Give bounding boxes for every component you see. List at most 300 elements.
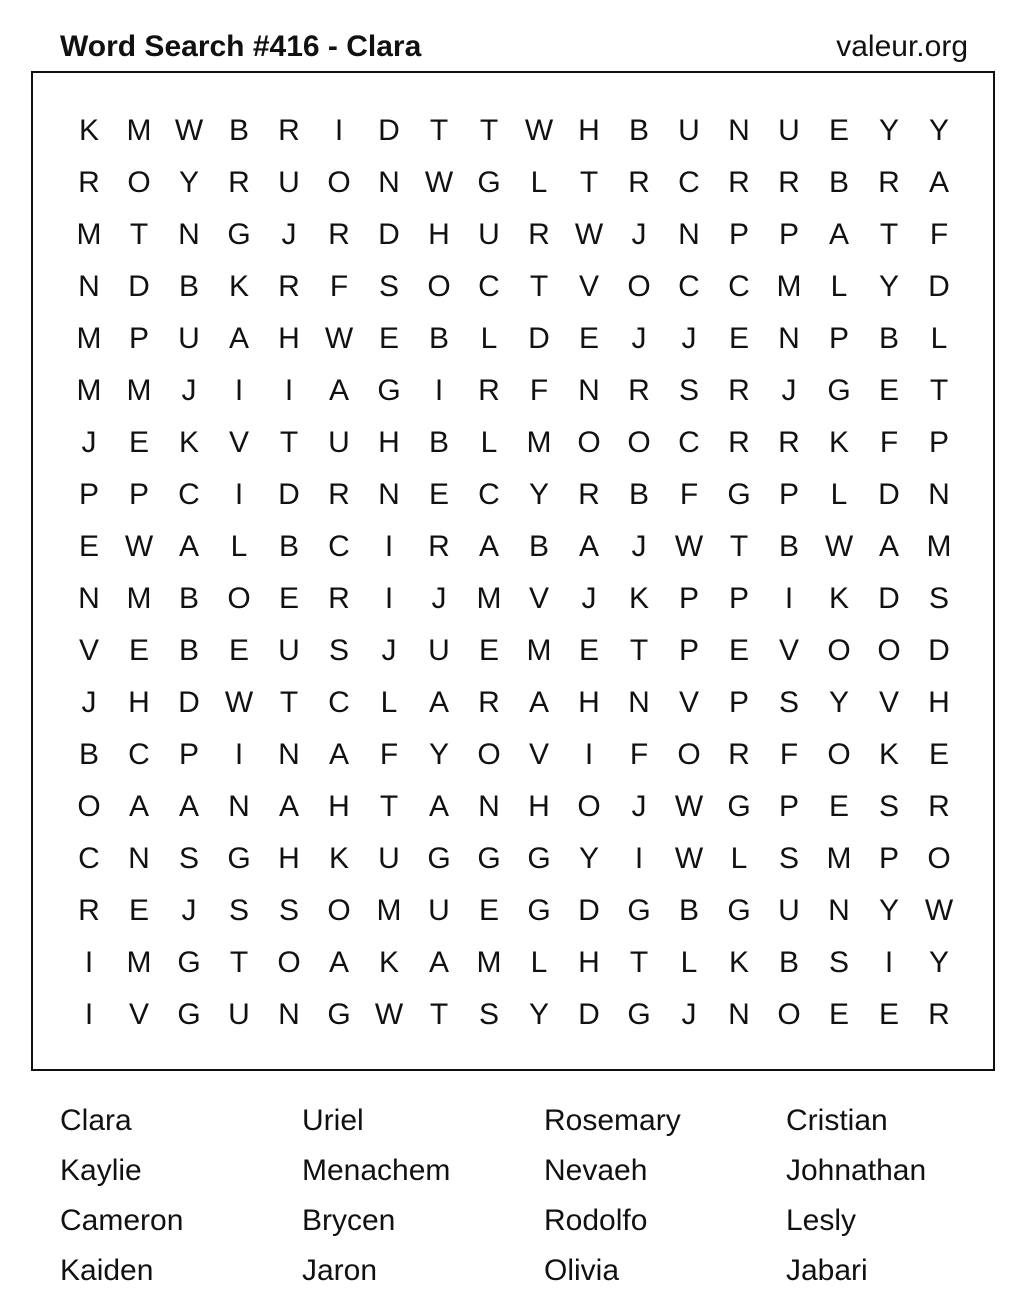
word-list-item: Cameron [60,1204,184,1237]
grid-cell: C [128,738,150,771]
grid-cell: O [327,166,351,199]
grid-cell: T [629,634,649,667]
grid-cell: T [229,946,249,979]
word-list-item: Lesly [786,1204,857,1237]
grid-cell: W [574,218,604,251]
grid-cell: G [477,166,501,199]
word-list-item: Nevaeh [544,1154,648,1187]
grid-cell: D [128,270,150,303]
grid-cell: S [778,842,799,875]
grid-cell: C [678,426,700,459]
grid-cell: F [529,374,549,407]
grid-cell: N [278,738,300,771]
grid-cell: R [278,270,300,303]
grid-cell: L [530,946,548,979]
grid-cell: E [928,738,949,771]
grid-cell: I [784,582,794,615]
grid-cell: T [729,530,749,563]
grid-cell: U [778,114,800,147]
grid-cell: W [124,530,154,563]
grid-cell: I [634,842,644,875]
grid-cell: M [476,946,502,979]
grid-cell: O [577,790,601,823]
grid-cell: Y [578,842,599,875]
grid-cell: I [434,374,444,407]
grid-cell: U [678,114,700,147]
grid-cell: W [324,322,354,355]
grid-cell: S [278,894,299,927]
grid-cell: Y [878,114,899,147]
grid-cell: F [379,738,399,771]
word-list-item: Clara [60,1104,132,1137]
grid-cell: O [927,842,951,875]
grid-cell: S [328,634,349,667]
grid-cell: H [578,946,600,979]
grid-cell: U [778,894,800,927]
grid-cell: W [674,842,704,875]
grid-cell: E [828,998,849,1031]
grid-cell: P [728,582,749,615]
grid-cell: A [178,790,199,823]
grid-cell: U [478,218,500,251]
grid-cell: A [878,530,899,563]
grid-cell: J [681,322,697,355]
word-list-item: Rosemary [544,1104,681,1137]
grid-cell: T [279,426,299,459]
grid-cell: R [478,374,500,407]
grid-cell: N [678,218,700,251]
grid-cell: N [728,998,750,1031]
grid-cell: O [877,634,901,667]
grid-cell: O [677,738,701,771]
grid-cell: R [78,894,100,927]
grid-cell: B [678,894,699,927]
grid-cell: Y [178,166,199,199]
grid-cell: O [627,426,651,459]
grid-cell: F [929,218,949,251]
grid-cell: D [878,582,900,615]
grid-cell: Y [428,738,449,771]
grid-cell: U [378,842,400,875]
grid-cell: E [878,998,899,1031]
grid-cell: R [878,166,900,199]
grid-cell: K [178,426,199,459]
grid-cell: M [926,530,952,563]
grid-cell: L [930,322,948,355]
grid-cell: B [828,166,849,199]
grid-cell: F [879,426,899,459]
grid-cell: C [678,166,700,199]
grid-cell: D [378,218,400,251]
grid-cell: V [228,426,249,459]
grid-cell: C [328,686,350,719]
grid-cell: V [528,738,549,771]
grid-cell: B [778,946,799,979]
grid-cell: M [126,374,152,407]
grid-cell: G [327,998,351,1031]
grid-cell: W [374,998,404,1031]
grid-cell: G [477,842,501,875]
grid-cell: V [78,634,99,667]
grid-cell: E [378,322,399,355]
grid-cell: E [228,634,249,667]
grid-cell: C [78,842,100,875]
grid-cell: E [78,530,99,563]
grid-cell: L [480,322,498,355]
grid-cell: O [627,270,651,303]
grid-cell: J [81,686,97,719]
grid-cell: E [478,894,499,927]
grid-cell: L [730,842,748,875]
grid-cell: L [830,270,848,303]
grid-cell: R [78,166,100,199]
grid-cell: C [478,478,500,511]
page-title: Word Search #416 - Clara [60,30,422,63]
grid-cell: P [678,582,699,615]
grid-cell: J [631,530,647,563]
grid-cell: T [429,998,449,1031]
grid-cell: G [627,894,651,927]
grid-cell: U [428,894,450,927]
word-list-item: Olivia [544,1254,620,1287]
grid-cell: M [826,842,852,875]
grid-cell: J [431,582,447,615]
grid-cell: N [828,894,850,927]
grid-cell: W [524,114,554,147]
grid-cell: R [328,218,350,251]
grid-cell: W [674,530,704,563]
grid-cell: Y [828,686,849,719]
grid-cell: R [928,790,950,823]
grid-cell: T [629,946,649,979]
grid-cell: H [328,790,350,823]
grid-cell: T [479,114,499,147]
grid-cell: O [277,946,301,979]
grid-cell: E [478,634,499,667]
grid-cell: I [234,374,244,407]
grid-cell: H [578,686,600,719]
grid-cell: Y [928,114,949,147]
grid-cell: N [278,998,300,1031]
grid-cell: J [181,374,197,407]
grid-cell: F [679,478,699,511]
grid-cell: G [727,894,751,927]
word-list-item: Johnathan [786,1154,927,1187]
grid-cell: D [578,894,600,927]
grid-cell: H [528,790,550,823]
grid-cell: L [530,166,548,199]
grid-cell: E [828,790,849,823]
grid-cell: L [480,426,498,459]
grid-cell: R [228,166,250,199]
grid-cell: E [128,426,149,459]
grid-cell: O [427,270,451,303]
grid-cell: S [778,686,799,719]
grid-cell: B [628,478,649,511]
grid-cell: W [924,894,954,927]
grid-cell: I [334,114,344,147]
grid-cell: O [77,790,101,823]
grid-cell: J [581,582,597,615]
grid-cell: A [578,530,599,563]
grid-cell: A [328,738,349,771]
grid-cell: K [228,270,249,303]
grid-cell: O [327,894,351,927]
grid-cell: I [384,530,394,563]
grid-cell: R [428,530,450,563]
grid-cell: G [427,842,451,875]
grid-cell: N [778,322,800,355]
grid-cell: D [278,478,300,511]
grid-cell: A [128,790,149,823]
grid-cell: M [526,634,552,667]
grid-cell: P [778,218,799,251]
grid-cell: W [674,790,704,823]
grid-cell: W [824,530,854,563]
grid-cell: U [428,634,450,667]
grid-cell: P [78,478,99,511]
grid-cell: A [478,530,499,563]
word-list-item: Brycen [302,1204,396,1237]
grid-cell: E [128,634,149,667]
grid-cell: U [178,322,200,355]
grid-cell: G [377,374,401,407]
grid-cell: B [178,582,199,615]
grid-cell: P [728,218,749,251]
grid-cell: R [578,478,600,511]
word-list-item: Jabari [786,1254,868,1287]
grid-cell: C [728,270,750,303]
word-list-item: Rodolfo [544,1204,648,1237]
word-list-item: Jaron [302,1254,378,1287]
grid-cell: B [528,530,549,563]
grid-cell: D [928,270,950,303]
grid-cell: H [428,218,450,251]
grid-cell: R [728,166,750,199]
grid-cell: N [928,478,950,511]
grid-cell: P [778,478,799,511]
grid-cell: M [126,946,152,979]
grid-cell: R [728,426,750,459]
grid-cell: R [778,166,800,199]
grid-cell: R [328,582,350,615]
grid-cell: A [428,946,449,979]
grid-cell: E [128,894,149,927]
grid-cell: M [76,322,102,355]
grid-cell: L [380,686,398,719]
grid-cell: M [76,218,102,251]
grid-cell: K [828,582,849,615]
grid-cell: P [828,322,849,355]
grid-cell: M [776,270,802,303]
grid-cell: T [279,686,299,719]
grid-cell: M [76,374,102,407]
grid-cell: N [378,166,400,199]
grid-cell: U [328,426,350,459]
grid-cell: Y [878,270,899,303]
grid-cell: N [78,270,100,303]
grid-cell: G [727,790,751,823]
word-list [60,1098,1028,1298]
grid-cell: K [878,738,899,771]
grid-cell: P [778,790,799,823]
grid-cell: J [681,998,697,1031]
grid-cell: R [778,426,800,459]
grid-cell: J [631,218,647,251]
grid-cell: L [230,530,248,563]
grid-cell: E [578,634,599,667]
grid-cell: O [827,738,851,771]
grid-cell: P [128,478,149,511]
grid-cell: T [429,114,449,147]
grid-cell: W [424,166,454,199]
grid-cell: E [278,582,299,615]
grid-cell: W [224,686,254,719]
grid-cell: I [284,374,294,407]
grid-cell: O [127,166,151,199]
grid-cell: N [628,686,650,719]
grid-cell: O [477,738,501,771]
grid-cell: V [528,582,549,615]
grid-cell: Y [878,894,899,927]
grid-cell: I [234,738,244,771]
grid-cell: P [128,322,149,355]
grid-cell: J [281,218,297,251]
grid-cell: F [779,738,799,771]
grid-cell: R [628,166,650,199]
grid-cell: M [126,582,152,615]
grid-cell: V [778,634,799,667]
grid-cell: B [178,270,199,303]
grid-cell: J [181,894,197,927]
grid-cell: K [728,946,749,979]
grid-cell: M [376,894,402,927]
grid-cell: M [476,582,502,615]
grid-cell: K [828,426,849,459]
grid-cell: C [178,478,200,511]
grid-cell: A [428,686,449,719]
grid-cell: S [378,270,399,303]
grid-cell: T [379,790,399,823]
grid-cell: O [577,426,601,459]
grid-cell: G [227,218,251,251]
grid-cell: Y [528,478,549,511]
grid-cell: I [84,946,94,979]
grid-cell: D [878,478,900,511]
grid-cell: B [628,114,649,147]
grid-cell: R [728,738,750,771]
grid-cell: B [878,322,899,355]
grid-cell: S [678,374,699,407]
grid-cell: K [378,946,399,979]
grid-cell: S [478,998,499,1031]
grid-cell: A [528,686,549,719]
grid-cell: V [128,998,149,1031]
grid-cell: O [227,582,251,615]
grid-cell: T [129,218,149,251]
grid-cell: N [178,218,200,251]
grid-cell: I [384,582,394,615]
grid-cell: P [178,738,199,771]
grid-cell: J [781,374,797,407]
word-list-item: Cristian [786,1104,888,1137]
grid-cell: N [728,114,750,147]
grid-cell: E [728,634,749,667]
grid-cell: E [878,374,899,407]
letter-grid [64,105,964,1041]
grid-cell: Y [528,998,549,1031]
grid-cell: T [579,166,599,199]
grid-cell: F [329,270,349,303]
grid-cell: Y [928,946,949,979]
grid-cell: I [584,738,594,771]
grid-cell: B [228,114,249,147]
grid-cell: N [78,582,100,615]
grid-cell: H [378,426,400,459]
grid-cell: A [928,166,949,199]
word-list-item: Kaiden [60,1254,154,1287]
grid-cell: U [228,998,250,1031]
grid-cell: T [529,270,549,303]
grid-cell: P [878,842,899,875]
grid-cell: N [228,790,250,823]
grid-cell: O [827,634,851,667]
grid-cell: M [126,114,152,147]
grid-cell: H [128,686,150,719]
grid-cell: S [228,894,249,927]
grid-cell: O [777,998,801,1031]
grid-cell: J [631,322,647,355]
grid-cell: E [428,478,449,511]
grid-cell: L [680,946,698,979]
grid-cell: T [929,374,949,407]
grid-cell: A [278,790,299,823]
grid-cell: G [527,842,551,875]
grid-cell: R [478,686,500,719]
grid-cell: V [678,686,699,719]
grid-cell: B [178,634,199,667]
grid-cell: P [678,634,699,667]
grid-cell: S [928,582,949,615]
grid-cell: N [578,374,600,407]
grid-cell: R [328,478,350,511]
grid-cell: U [278,634,300,667]
grid-cell: P [928,426,949,459]
grid-cell: I [884,946,894,979]
grid-cell: B [428,426,449,459]
word-list-item: Kaylie [60,1154,142,1187]
grid-cell: K [328,842,349,875]
grid-cell: K [628,582,649,615]
grid-cell: W [174,114,204,147]
grid-cell: I [84,998,94,1031]
grid-cell: A [328,374,349,407]
grid-cell: G [827,374,851,407]
grid-cell: F [629,738,649,771]
grid-cell: G [177,998,201,1031]
word-list-item: Uriel [302,1104,364,1137]
grid-cell: B [278,530,299,563]
grid-cell: S [178,842,199,875]
grid-cell: G [177,946,201,979]
grid-cell: E [578,322,599,355]
grid-cell: I [234,478,244,511]
grid-cell: A [178,530,199,563]
site-name: valeur.org [836,30,968,63]
grid-cell: C [328,530,350,563]
grid-cell: D [378,114,400,147]
grid-cell: T [879,218,899,251]
